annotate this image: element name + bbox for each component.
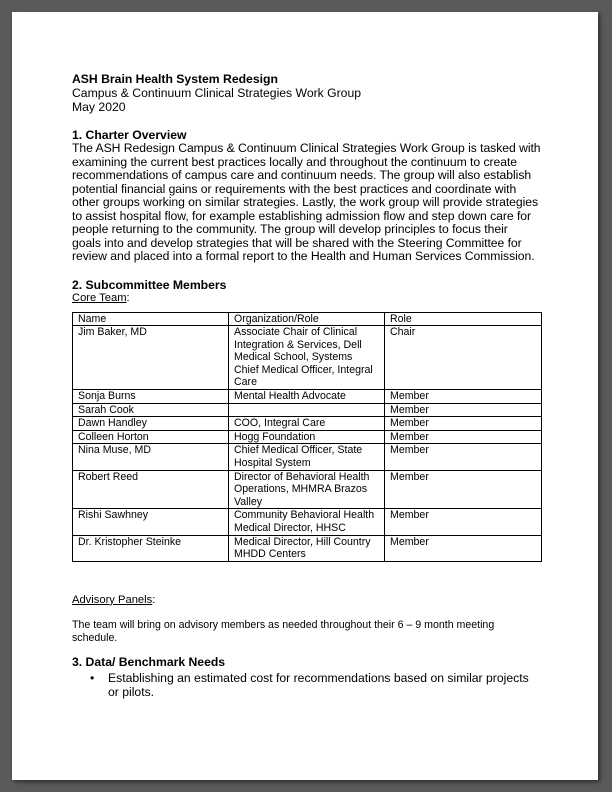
- cell-organization: Director of Behavioral Health Operations, MHMRA Brazos Valley: [229, 470, 385, 509]
- table-row: [73, 403, 542, 417]
- charter-line: The ASH Redesign Campus & Continuum Clinical Strategies Work Group is tasked with: [72, 141, 541, 155]
- document-subtitle: Campus & Continuum Clinical Strategies Work Group: [72, 86, 362, 100]
- charter-paragraph: [72, 142, 542, 264]
- cell-role: Member: [385, 470, 542, 509]
- charter-line: to assist hospital flow, for example establishing admission flow and step down care for: [72, 208, 532, 223]
- members-table: [72, 312, 542, 562]
- bullet-icon: •: [90, 670, 95, 685]
- table-header-row: [73, 312, 542, 326]
- table-row: [73, 470, 542, 509]
- cell-name: Sonja Burns: [73, 390, 229, 404]
- members-table-body: [73, 326, 542, 562]
- cell-role: Member: [385, 417, 542, 431]
- document-content: [72, 72, 542, 699]
- document-title: ASH Brain Health System Redesign: [72, 72, 278, 86]
- section-heading-members: 2. Subcommittee Members: [72, 277, 227, 292]
- col-header-role: Role: [385, 312, 542, 326]
- cell-organization: Chief Medical Officer, State Hospital System: [229, 444, 385, 470]
- cell-name: Colleen Horton: [73, 430, 229, 444]
- charter-line: people returning to the community. The group will develop principles to focus their: [72, 222, 508, 236]
- table-row: [73, 444, 542, 470]
- cell-role: Member: [385, 535, 542, 561]
- charter-line: recommendations of campus care and continuum needs. The group will also establish: [72, 168, 532, 182]
- cell-name: Jim Baker, MD: [73, 326, 229, 390]
- cell-role: Chair: [385, 326, 542, 390]
- table-row: [73, 417, 542, 431]
- cell-role: Member: [385, 444, 542, 470]
- cell-organization: COO, Integral Care: [229, 417, 385, 431]
- document-date: May 2020: [72, 100, 126, 114]
- cell-organization: Associate Chair of Clinical Integration & Services, Dell Medical School, Systems Chief Medical Officer, Integral Care: [229, 326, 385, 390]
- list-item: [72, 671, 542, 699]
- data-needs-list: [72, 671, 542, 699]
- table-row: [73, 326, 542, 390]
- table-row: [73, 535, 542, 561]
- col-header-name: Name: [73, 312, 229, 326]
- advisory-colon: :: [152, 593, 156, 606]
- cell-role: Member: [385, 509, 542, 535]
- cell-role: Member: [385, 430, 542, 444]
- advisory-label: [72, 594, 542, 607]
- charter-line: goals into and develop strategies that will be shared with the Steering Committee for: [72, 235, 522, 250]
- charter-line: examining the current best practices locally and throughout the continuum to create: [72, 154, 518, 169]
- advisory-text-label: Advisory Panels: [72, 593, 153, 606]
- charter-line: other groups working on similar strategies. Lastly, the work group will provide strategies: [72, 195, 539, 209]
- cell-name: Dawn Handley: [73, 417, 229, 431]
- cell-name: Rishi Sawhney: [73, 509, 229, 535]
- section-heading-charter: 1. Charter Overview: [72, 128, 187, 142]
- cell-organization: Community Behavioral Health Medical Director, HHSC: [229, 509, 385, 535]
- cell-name: Sarah Cook: [73, 403, 229, 417]
- cell-organization: Hogg Foundation: [229, 430, 385, 444]
- core-team-colon: :: [126, 291, 130, 304]
- list-item-text: Establishing an estimated cost for recommendations based on similar projects or pilots.: [108, 670, 529, 699]
- cell-name: Robert Reed: [73, 470, 229, 509]
- cell-organization: Mental Health Advocate: [229, 390, 385, 404]
- cell-organization: Medical Director, Hill Country MHDD Centers: [229, 535, 385, 561]
- col-header-organization: Organization/Role: [229, 312, 385, 326]
- cell-name: Dr. Kristopher Steinke: [73, 535, 229, 561]
- cell-role: Member: [385, 403, 542, 417]
- table-row: [73, 509, 542, 535]
- document-page: [12, 12, 598, 780]
- cell-organization: [229, 403, 385, 417]
- core-team-text: Core Team: [72, 291, 127, 304]
- table-row: [73, 430, 542, 444]
- section-heading-data: 3. Data/ Benchmark Needs: [72, 654, 226, 669]
- charter-line: potential financial gains or requirements with the best practices and coordinate with: [72, 181, 517, 196]
- core-team-label: [72, 292, 542, 305]
- charter-line: review and placed into a formal report to the Health and Human Services Commission.: [72, 249, 535, 263]
- table-row: [73, 390, 542, 404]
- advisory-paragraph: The team will bring on advisory members as needed throughout their 6 – 9 month meeting schedule.: [72, 618, 495, 644]
- cell-role: Member: [385, 390, 542, 404]
- cell-name: Nina Muse, MD: [73, 444, 229, 470]
